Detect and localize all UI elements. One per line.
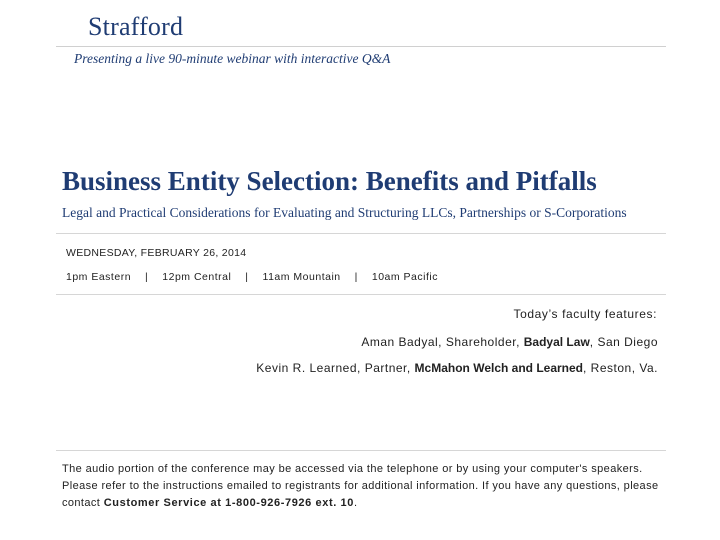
faculty-label: Today’s faculty features: [513, 307, 657, 321]
header-divider [56, 46, 666, 47]
footer-end: . [353, 497, 358, 509]
speaker-location: , San Diego [589, 335, 658, 349]
speaker-firm: Badyal Law [523, 335, 590, 349]
footer-text: The audio portion of the conference may be accessed via the telephone or by using your computer's speakers. Please refer to the instructions emailed to registrants for additional information. If you have any questions, please contact [62, 463, 659, 509]
speaker-name-role: Aman Badyal, Shareholder, [361, 335, 524, 349]
webinar-title: Business Entity Selection: Benefits and Pitfalls [62, 166, 597, 196]
speaker-location: , Reston, Va. [583, 361, 658, 375]
audio-instructions [62, 461, 662, 512]
webinar-date: WEDNESDAY, FEBRUARY 26, 2014 [66, 247, 247, 259]
strafford-logo: Strafford [88, 12, 184, 41]
divider [56, 233, 666, 234]
divider [56, 294, 666, 295]
time-separator: | [245, 271, 249, 283]
speaker-name-role: Kevin R. Learned, Partner, [256, 361, 415, 375]
time-eastern: 1pm Eastern [66, 271, 132, 283]
divider [56, 450, 666, 451]
time-separator: | [145, 271, 149, 283]
time-mountain: 11am Mountain [262, 271, 341, 283]
customer-service-contact: Customer Service at 1-800-926-7926 ext. 10 [103, 497, 354, 509]
time-pacific: 10am Pacific [371, 271, 438, 283]
tagline: Presenting a live 90-minute webinar with interactive Q&A [74, 51, 391, 66]
webinar-times [66, 271, 438, 283]
speaker-line [256, 361, 658, 375]
time-separator: | [354, 271, 358, 283]
speaker-firm: McMahon Welch and Learned [414, 361, 584, 375]
speaker-line [361, 335, 658, 349]
webinar-subtitle: Legal and Practical Considerations for Evaluating and Structuring LLCs, Partnerships or S-Corporations [62, 205, 627, 220]
time-central: 12pm Central [162, 271, 232, 283]
